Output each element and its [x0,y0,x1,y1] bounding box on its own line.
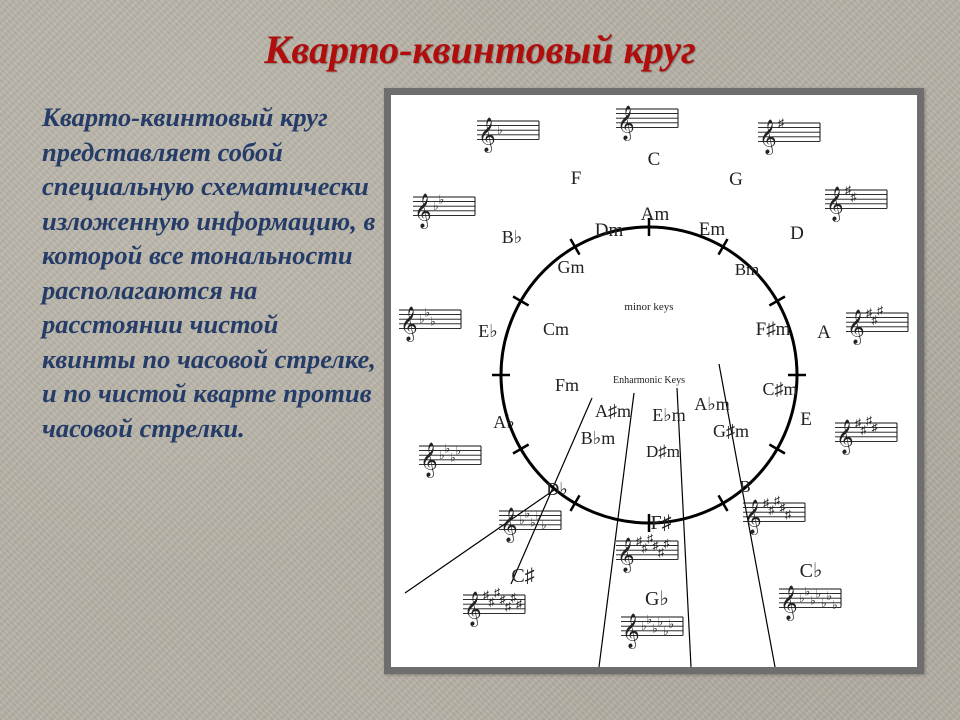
flat-icon: ♭ [430,314,436,329]
minor-key-label: Gm [557,257,585,277]
flat-icon: ♭ [438,192,445,207]
flat-icon: ♭ [652,621,658,636]
treble-clef-icon: 𝄞 [420,443,438,477]
sharp-icon: ♯ [652,538,659,553]
treble-clef-icon: 𝄞 [836,420,854,454]
major-key-label: C♯ [511,565,535,587]
circle-tick [513,445,529,454]
flat-icon: ♭ [663,623,669,638]
flat-icon: ♭ [530,515,536,530]
treble-clef-icon: 𝄞 [617,538,635,572]
flat-icon: ♭ [810,593,816,608]
treble-clef-icon: 𝄞 [744,500,762,534]
key-signature-staff [779,584,841,621]
minor-key-label: C♯m [762,379,798,399]
key-signature-staff [419,441,481,478]
sharp-icon: ♯ [494,585,500,600]
sharp-icon: ♯ [871,420,878,435]
key-signature-staff [835,414,897,456]
flat-icon: ♭ [826,588,833,603]
sharp-icon: ♯ [763,496,769,510]
flat-icon: ♭ [815,586,822,601]
key-signature-staff [399,305,461,342]
key-signature-staff [499,506,561,543]
sharp-icon: ♯ [510,590,517,605]
major-key-label: A [817,322,831,343]
treble-clef-icon: 𝄞 [759,120,777,154]
circle-tick [571,239,580,255]
flat-icon: ♭ [657,614,664,629]
sharp-icon: ♯ [647,531,653,546]
circle-tick [571,495,580,511]
circle-tick [769,297,785,306]
key-signature-staff [413,192,475,229]
major-key-label: C♭ [799,560,823,582]
minor-key-label: Am [640,204,670,225]
major-key-label: G♭ [645,588,669,610]
sharp-icon: ♯ [505,599,511,614]
minor-key-label: B♭m [580,428,616,448]
circle-tick [719,239,728,255]
sharp-icon: ♯ [779,500,786,515]
key-signature-staff [825,183,887,222]
sharp-icon: ♯ [860,422,867,437]
treble-clef-icon: 𝄞 [478,118,496,152]
flat-icon: ♭ [433,199,439,214]
sharp-icon: ♯ [785,507,791,522]
flat-icon: ♭ [497,123,503,138]
sharp-icon: ♯ [778,116,784,130]
sharp-icon: ♯ [768,502,775,517]
sharp-icon: ♯ [850,189,857,204]
minor-key-label: A♭m [694,394,730,414]
treble-clef-icon: 𝄞 [500,508,518,542]
minor-key-label: F♯m [755,319,791,340]
minor-key-label: A♯m [595,401,631,421]
sharp-icon: ♯ [845,183,851,197]
major-key-label: C [647,149,661,170]
key-signature-staff [621,612,683,649]
key-signature-staff [616,105,678,141]
minor-keys-label: minor keys [624,301,674,313]
flat-icon: ♭ [439,448,445,463]
key-signature-staff [758,116,820,155]
flat-icon: ♭ [455,443,462,458]
flat-icon: ♭ [419,312,425,327]
sharp-icon: ♯ [641,540,648,555]
circle-tick [513,297,529,306]
sharp-icon: ♯ [658,545,664,560]
body-text: Кварто-квинтовый круг представляет собой специальную схематически изложенную информацию, в которой все тональности располагаются на расстоянии чистой квинты по часовой стрелке, и по чистой кварте против часовой стрелки. [42,102,376,443]
minor-key-label: D♯m [646,442,680,461]
flat-icon: ♭ [450,450,456,465]
major-key-label: F♯ [650,512,672,534]
sharp-icon: ♯ [866,413,872,428]
flat-icon: ♭ [524,506,531,521]
flat-icon: ♭ [535,508,542,523]
enharmonic-keys-label: Enharmonic Keys [613,375,685,386]
sharp-icon: ♯ [877,303,883,318]
sharp-icon: ♯ [871,312,878,327]
treble-clef-icon: 𝄞 [622,614,640,648]
major-key-label: D♭ [546,479,568,499]
minor-key-label: Dm [594,220,624,241]
key-signature-staff [463,586,525,628]
sharp-icon: ♯ [483,588,489,602]
major-key-label: E [800,409,812,430]
sharp-icon: ♯ [636,534,642,548]
major-key-label: A♭ [493,412,515,432]
flat-icon: ♭ [541,517,547,532]
circle-of-fifths-figure [384,88,924,674]
minor-key-label: Bm [734,260,760,279]
minor-key-label: Fm [554,375,580,395]
sharp-icon: ♯ [774,493,780,508]
treble-clef-icon: 𝄞 [464,592,482,626]
flat-icon: ♭ [668,616,675,631]
flat-icon: ♭ [832,598,838,613]
major-key-label: D [790,223,804,244]
circle-tick [769,445,785,454]
major-key-label: B [739,477,751,496]
circle-tick [719,495,728,511]
key-signature-staff [477,117,539,153]
treble-clef-icon: 𝄞 [414,194,432,228]
minor-key-label: E♭m [652,405,686,425]
flat-icon: ♭ [821,595,827,610]
minor-key-label: Cm [542,319,570,339]
flat-icon: ♭ [799,591,805,606]
flat-icon: ♭ [804,584,811,599]
flat-icon: ♭ [444,441,451,456]
major-key-label: B♭ [501,227,523,247]
sharp-icon: ♯ [663,536,670,551]
major-key-label: F [570,168,582,189]
treble-clef-icon: 𝄞 [780,586,798,620]
key-signature-staff [743,494,805,536]
treble-clef-icon: 𝄞 [847,310,865,344]
sharp-icon: ♯ [855,416,861,430]
major-key-label: E♭ [478,321,498,341]
flat-icon: ♭ [641,619,647,634]
flat-icon: ♭ [519,513,525,528]
treble-clef-icon: 𝄞 [826,187,844,221]
sharp-icon: ♯ [488,594,495,609]
flat-icon: ♭ [424,305,431,320]
major-key-label: G [729,169,743,190]
slide-title: Кварто-квинтовый круг [264,27,696,72]
minor-key-label: G♯m [713,421,749,441]
flat-icon: ♭ [646,612,653,627]
sharp-icon: ♯ [499,592,506,607]
treble-clef-icon: 𝄞 [400,307,418,341]
key-signature-staff [846,304,908,346]
minor-key-label: Em [698,219,726,240]
sharp-icon: ♯ [866,306,872,320]
sharp-icon: ♯ [516,597,522,612]
key-signature-staff [616,532,678,574]
treble-clef-icon: 𝄞 [617,106,635,140]
